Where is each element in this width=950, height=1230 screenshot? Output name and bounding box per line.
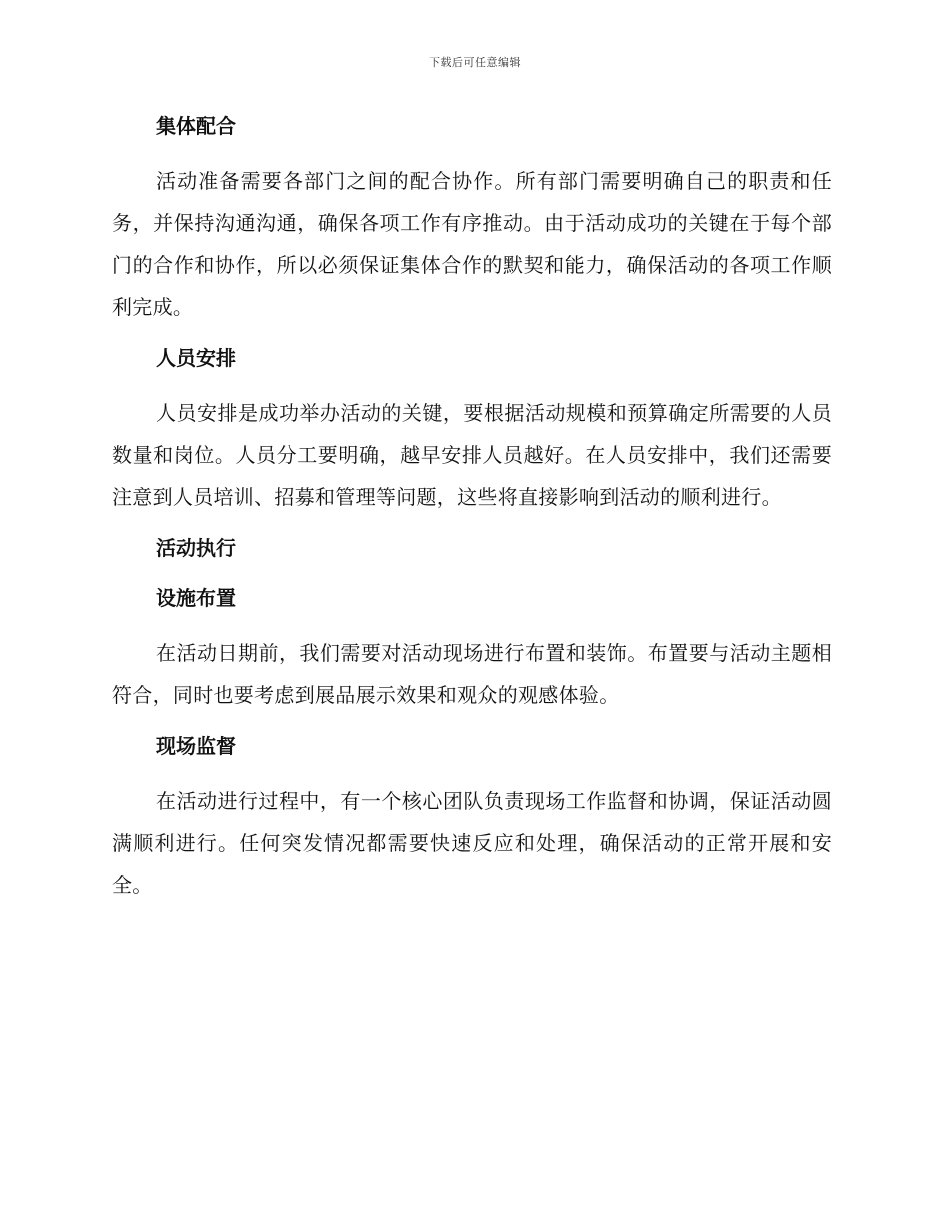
section-paragraph-collective-cooperation: 活动准备需要各部门之间的配合协作。所有部门需要明确自己的职责和任务，并保持沟通沟通，确保各项工作有序推动。由于活动成功的关键在于每个部门的合作和协作，所以必须保证集体合作的默契和能力，确保活动的各项工作顺利完成。 xyxy=(112,169,832,319)
section-paragraph-onsite-supervision: 在活动进行过程中，有一个核心团队负责现场工作监督和协调，保证活动圆满顺利进行。任何突发情况都需要快速反应和处理，确保活动的正常开展和安全。 xyxy=(112,789,832,897)
section-heading-collective-cooperation: 集体配合 xyxy=(156,114,236,138)
section-paragraph-facility-setup: 在活动日期前，我们需要对活动现场进行布置和装饰。布置要与活动主题相符合，同时也要考虑到展品展示效果和观众的观感体验。 xyxy=(112,641,832,707)
header-note: 下载后可任意编辑 xyxy=(429,56,521,69)
section-heading-execution: 活动执行 xyxy=(156,536,236,560)
section-paragraph-staffing: 人员安排是成功举办活动的关键，要根据活动规模和预算确定所需要的人员数量和岗位。人员分工要明确，越早安排人员越好。在人员安排中，我们还需要注意到人员培训、招募和管理等问题，这些将直接影响到活动的顺利进行。 xyxy=(112,401,832,509)
section-heading-facility-setup: 设施布置 xyxy=(156,586,236,610)
document-body xyxy=(112,110,832,920)
section-heading-staffing: 人员安排 xyxy=(156,346,236,370)
section-heading-onsite-supervision: 现场监督 xyxy=(156,734,236,758)
